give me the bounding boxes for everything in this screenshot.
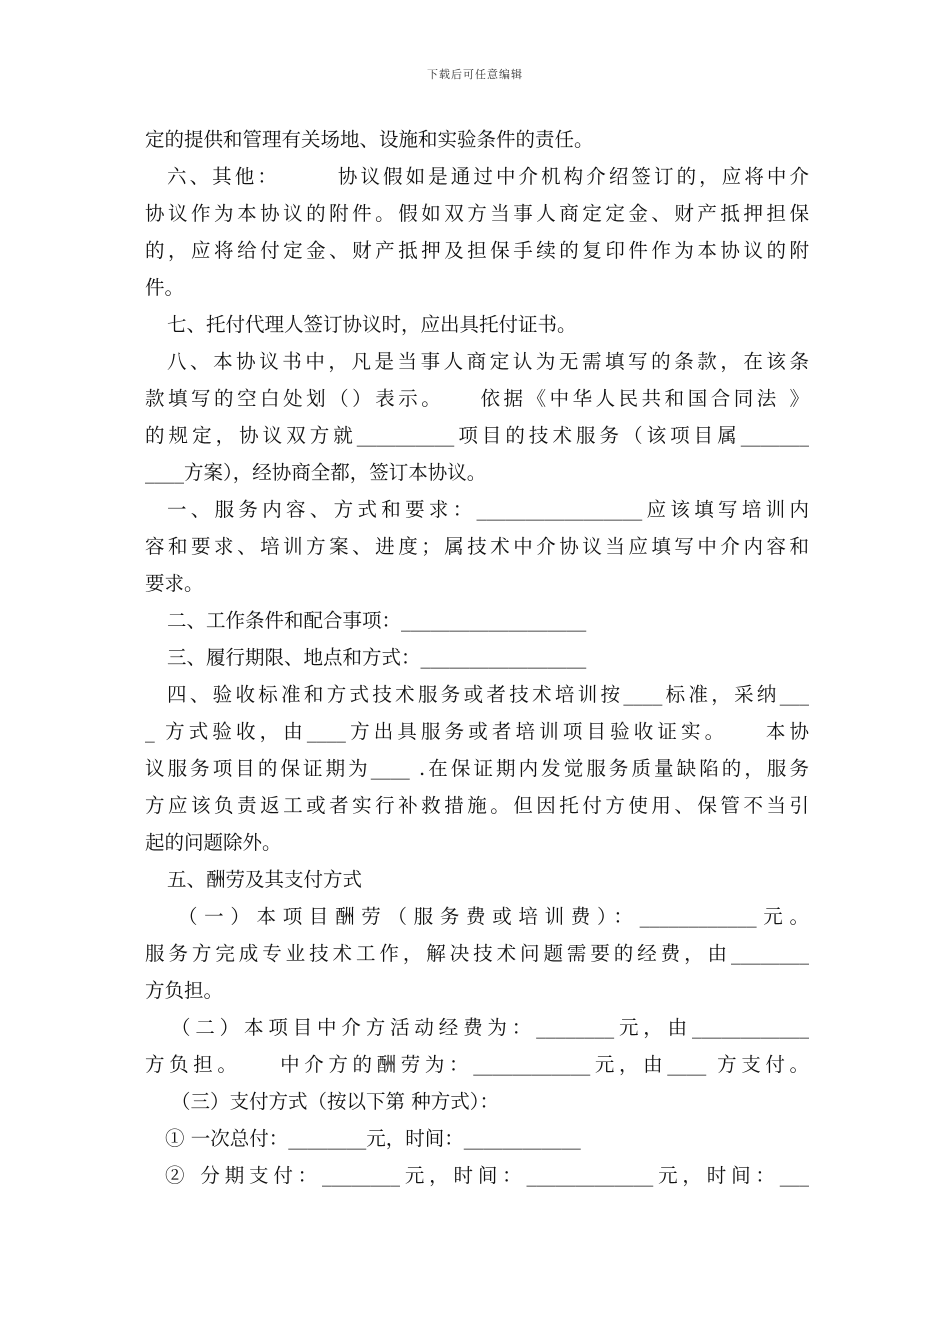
paragraph-line: _ 方式验收，由____方出具服务或者培训项目验收证实。 本协 xyxy=(145,720,809,743)
paragraph-line: 容和要求、培训方案、进度；属技术中介协议当应填写中介内容和 xyxy=(145,535,809,558)
paragraph-line: 六、其他： 协议假如是通过中介机构介绍签订的，应将中介 xyxy=(167,165,809,188)
paragraph-line: 的规定，协议双方就__________项目的技术服务（该项目属_______ xyxy=(145,424,809,447)
paragraph-line: 议服务项目的保证期为____ .在保证期内发觉服务质量缺陷的，服务 xyxy=(145,757,809,780)
paragraph-line: 方应该负责返工或者实行补救措施。但因托付方使用、保管不当引 xyxy=(145,794,809,817)
document-body xyxy=(145,121,809,1194)
paragraph-line: （二）本项目中介方活动经费为：________元，由____________ xyxy=(171,1016,809,1039)
paragraph-line: 协议作为本协议的附件。假如双方当事人商定定金、财产抵押担保 xyxy=(145,202,809,225)
paragraph-line: 起的问题除外。 xyxy=(145,831,282,854)
paragraph-line: 方负担。 xyxy=(145,979,224,1002)
paragraph-line: 服务方完成专业技术工作，解决技术问题需要的经费，由________ xyxy=(145,942,809,965)
paragraph-line: 方负担。 中介方的酬劳为：____________元，由____ 方支付。 xyxy=(145,1053,809,1076)
paragraph-line: 八、本协议书中，凡是当事人商定认为无需填写的条款，在该条 xyxy=(167,350,809,373)
paragraph-line: 四、验收标准和方式技术服务或者技术培训按____标准，采纳___ xyxy=(167,683,809,706)
paragraph-line: 的，应将给付定金、财产抵押及担保手续的复印件作为本协议的附 xyxy=(145,239,809,262)
paragraph-line: 五、酬劳及其支付方式 xyxy=(167,868,363,891)
paragraph-line: ____方案），经协商全都，签订本协议。 xyxy=(145,461,487,484)
paragraph-line: ① 一次总付：________元，时间：____________ xyxy=(165,1127,581,1150)
paragraph-line: 要求。 xyxy=(145,572,204,595)
paragraph-line: （三）支付方式（按以下第 种方式）： xyxy=(171,1090,499,1113)
paragraph-line: 七、托付代理人签订协议时，应出具托付证书。 xyxy=(167,313,577,336)
paragraph-line: 件。 xyxy=(145,276,185,299)
paragraph-line: 三、履行期限、地点和方式：_________________ xyxy=(167,646,587,669)
paragraph-line: （一）本项目酬劳（服务费或培训费）：____________元。 xyxy=(178,905,809,928)
paragraph-line: 定的提供和管理有关场地、设施和实验条件的责任。 xyxy=(145,128,594,151)
page-header: 下载后可任意编辑 xyxy=(427,68,523,81)
paragraph-line: 二、工作条件和配合事项：___________________ xyxy=(167,609,587,632)
paragraph-line: 一、服务内容、方式和要求：_________________应该填写培训内 xyxy=(167,498,809,521)
paragraph-line: ② 分期支付：________元，时间：_____________元，时间：___ xyxy=(165,1164,809,1187)
paragraph-line: 款填写的空白处划（）表示。 依据《中华人民共和国合同法 》 xyxy=(145,387,809,410)
